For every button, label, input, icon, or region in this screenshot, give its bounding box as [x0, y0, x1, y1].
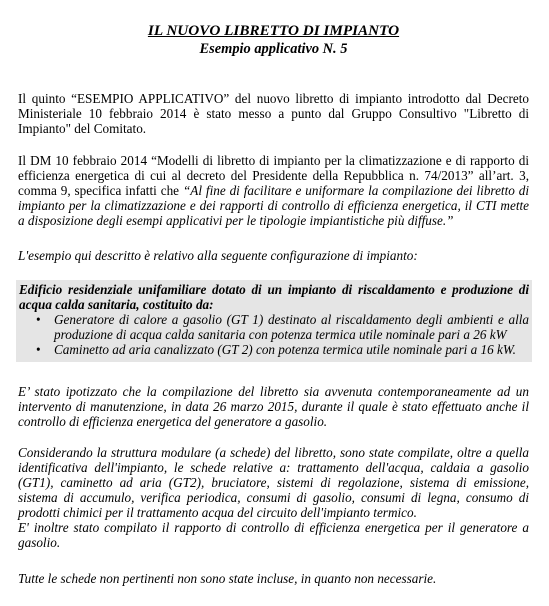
configuration-list [19, 312, 529, 357]
closing-paragraph: Tutte le schede non pertinenti non sono state incluse, in quanto non necessarie. [18, 571, 437, 586]
list-item [19, 342, 529, 357]
dm-lead-text: Il DM 10 febbraio 2014 “Modelli di libretto di impianto per la climatizzazione e di rapporto di efficienza energetica di cui al decreto del Presidente della Repubblica n. 74/2013” all’art. 3, comma 9, specifica infatti che [18, 153, 529, 198]
document-subtitle: Esempio applicativo N. 5 [199, 41, 348, 57]
modular-extra-paragraph: E' inoltre stato compilato il rapporto di controllo di efficienza energetica per il generatore a gasolio. [18, 520, 529, 550]
dm-quote-text: “Al fine di facilitare e uniformare la compilazione dei libretto di impianto per la climatizzazione e dei rapporti di controllo di efficienza energetica, il CTI mette a disposizione degli esempi applicativi per le tipologie impiantistiche più diffuse.” [18, 183, 530, 228]
configuration-box [16, 280, 532, 362]
config-intro-paragraph: L'esempio qui descritto è relativo alla seguente configurazione di impianto: [18, 248, 418, 263]
list-item-text: Generatore di calore a gasolio (GT 1) destinato al riscaldamento degli ambienti e alla produzione di acqua calda sanitaria con potenza termica utile nominale pari a 26 kW [54, 312, 529, 342]
intro-paragraph: Il quinto “ESEMPIO APPLICATIVO” del nuovo libretto di impianto introdotto dal Decreto Ministeriale 10 febbraio 2014 è stato messo a punto dal Gruppo Consultivo "Libretto di Impianto" del Comitato. [18, 91, 529, 136]
bullet-icon: • [36, 312, 41, 327]
modular-paragraph: Considerando la struttura modulare (a schede) del libretto, sono state compilate, oltre a quella identificativa dell'impianto, le schede relative a: trattamento dell'acqua, caldaia a gasolio (GT1), caminetto ad aria (GT2), bruciatore, sistemi di regolazione, sistema di emissione, sistema di accumulo, verifica periodica, consumi di gasolio, consumi di legna, consumo di prodotti chimici per il trattamento acqua del circuito dell'impianto termico. [18, 445, 529, 520]
list-item [19, 312, 529, 342]
hypothesis-paragraph: E’ stato ipotizzato che la compilazione del libretto sia avvenuta contemporaneamente ad un intervento di manutenzione, in data 26 marzo 2015, durante il quale è stato effettuato anche il controllo di efficienza energetica del generatore a gasolio. [18, 384, 529, 429]
dm-paragraph [18, 153, 529, 228]
configuration-title: Edificio residenziale unifamiliare dotato di un impianto di riscaldamento e produzione di acqua calda sanitaria, costituito da: [19, 282, 529, 312]
list-item-text: Caminetto ad aria canalizzato (GT 2) con potenza termica utile nominale pari a 16 kW. [54, 342, 516, 357]
bullet-icon: • [36, 342, 41, 357]
document-title: IL NUOVO LIBRETTO DI IMPIANTO [147, 22, 400, 39]
